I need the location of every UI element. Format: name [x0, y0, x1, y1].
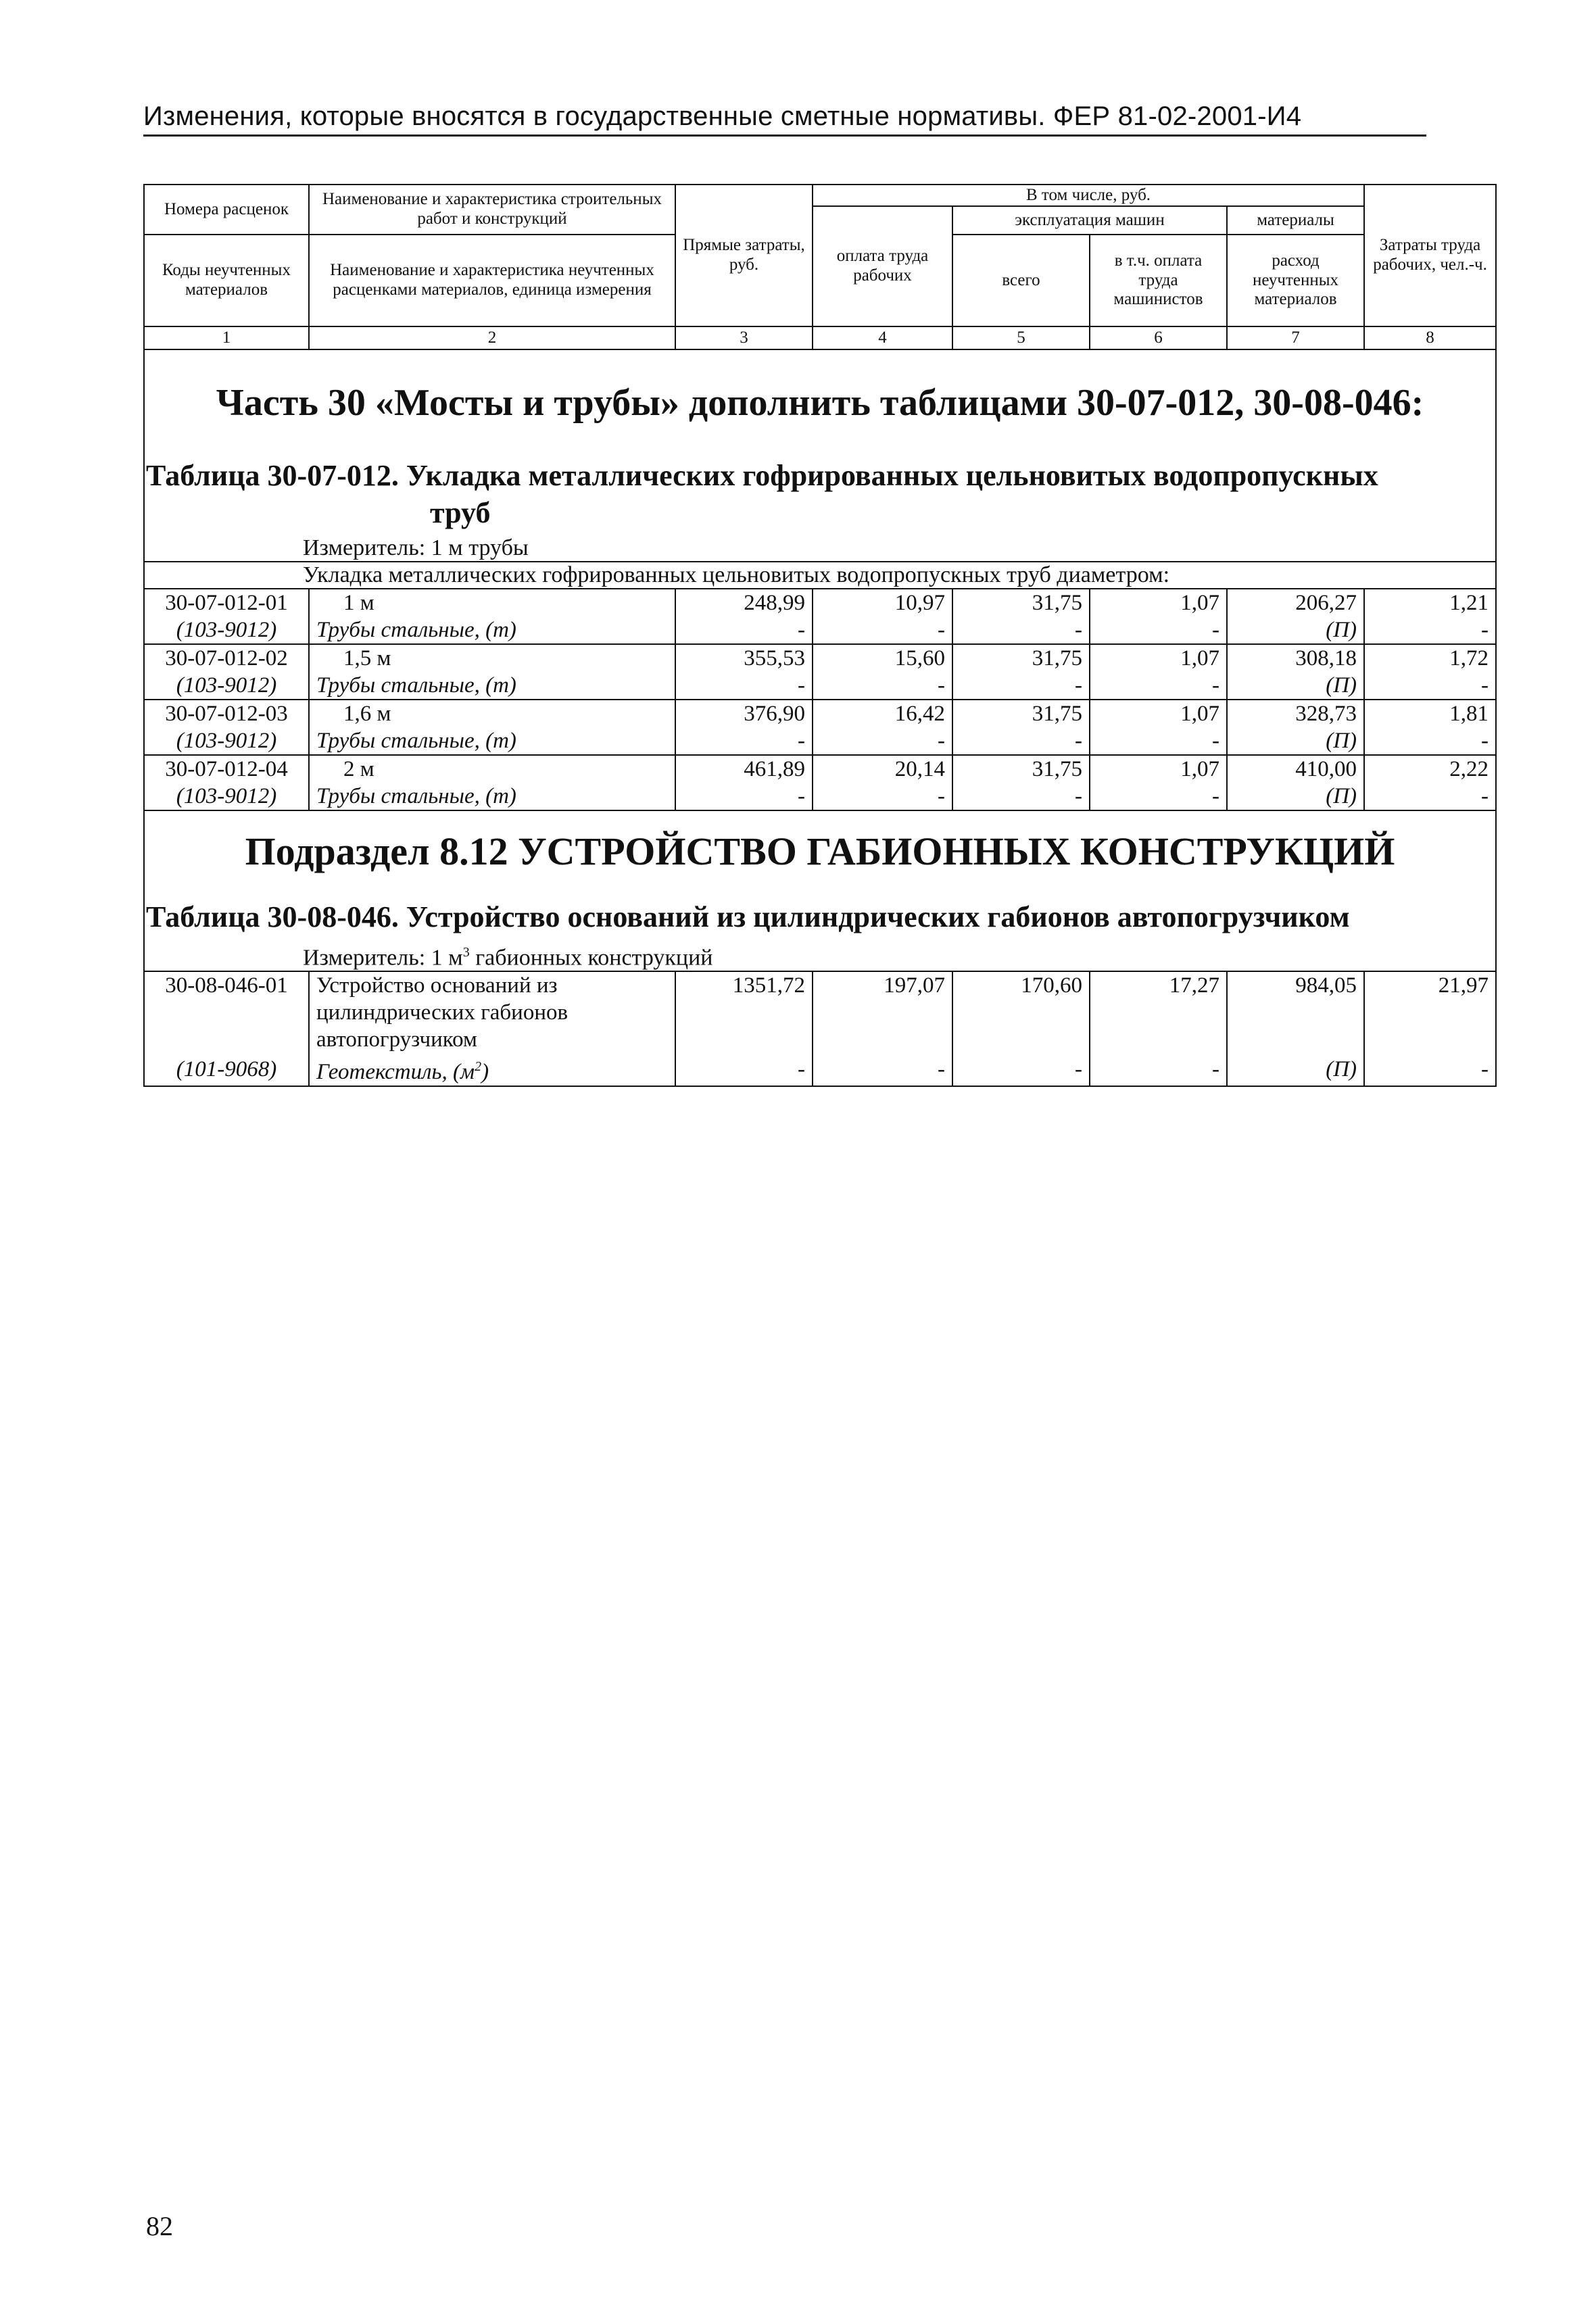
measure-text: Измеритель: 1 м [303, 945, 463, 971]
table-title-30-08-046: Таблица 30-08-046. Устройство оснований из цилиндрических габионов автопогрузчиком [144, 898, 1496, 935]
table-row [144, 616, 1496, 644]
table-title-line1: Таблица 30-07-012. Укладка металлических гофрированных цельновитых водопропускных [146, 459, 1378, 492]
dash: - [1090, 672, 1227, 700]
rate-code: 30-07-012-01 [144, 589, 309, 616]
direct-costs: 376,90 [675, 700, 813, 727]
rate-code: 30-07-012-03 [144, 700, 309, 727]
materials-cost: 984,05 [1227, 971, 1364, 1053]
measure-superscript: 3 [462, 945, 470, 960]
measure-unit: Измеритель: 1 м трубы [144, 531, 1496, 562]
col-number: 7 [1227, 326, 1364, 349]
machines-total: 31,75 [952, 700, 1090, 727]
work-name: 1,5 м [309, 644, 675, 672]
labor-hours: 2,22 [1364, 755, 1496, 783]
labor-hours: 1,72 [1364, 644, 1496, 672]
dash: - [952, 727, 1090, 755]
material-flag: (П) [1227, 672, 1364, 700]
norms-table [143, 184, 1497, 1087]
labor-hours: 21,97 [1364, 971, 1496, 1053]
work-name [309, 971, 675, 1053]
col-header-materials: материалы [1227, 206, 1364, 235]
col-header-labor-hours: Затраты труда рабочих, чел.-ч. [1364, 185, 1496, 326]
material-name [309, 1053, 675, 1086]
group-label: Укладка металлических гофрированных цельновитых водопропускных труб диаметром: [144, 562, 1496, 589]
col-header-worker-pay: оплата труда рабочих [813, 206, 952, 326]
col-header-machines-total: всего [952, 235, 1090, 326]
col-header-work-name: Наименование и характеристика строительных работ и конструкций [309, 185, 675, 235]
col-number: 1 [144, 326, 309, 349]
table-row [144, 727, 1496, 755]
work-name-line: Устройство оснований из [316, 973, 558, 998]
col-header-operator-pay: в т.ч. оплата труда машинистов [1090, 235, 1227, 326]
dash: - [1364, 672, 1496, 700]
materials-cost: 206,27 [1227, 589, 1364, 616]
labor-hours: 1,21 [1364, 589, 1496, 616]
dash: - [675, 1053, 813, 1086]
dash: - [1364, 727, 1496, 755]
worker-pay: 197,07 [813, 971, 952, 1053]
operator-pay: 1,07 [1090, 755, 1227, 783]
part-title: Часть 30 «Мосты и трубы» дополнить таблицами 30-07-012, 30-08-046: [144, 349, 1496, 457]
material-code: (103-9012) [144, 616, 309, 644]
col-header-direct-costs: Прямые затраты, руб. [675, 185, 813, 326]
col-header-material-consumption: расход неучтенных материалов [1227, 235, 1364, 326]
rate-code: 30-07-012-02 [144, 644, 309, 672]
measure-unit [144, 935, 1496, 971]
dash: - [952, 672, 1090, 700]
operator-pay: 1,07 [1090, 644, 1227, 672]
worker-pay: 20,14 [813, 755, 952, 783]
measure-text-end: габионных конструкций [469, 945, 713, 971]
worker-pay: 16,42 [813, 700, 952, 727]
table-row [144, 589, 1496, 616]
table-row [144, 672, 1496, 700]
machines-total: 31,75 [952, 644, 1090, 672]
material-code: (103-9012) [144, 783, 309, 810]
dash: - [813, 1053, 952, 1086]
col-number: 5 [952, 326, 1090, 349]
material-code: (101-9068) [144, 1053, 309, 1086]
dash: - [1090, 783, 1227, 810]
dash: - [675, 727, 813, 755]
dash: - [1364, 616, 1496, 644]
dash: - [1090, 1053, 1227, 1086]
work-name: 2 м [309, 755, 675, 783]
dash: - [952, 616, 1090, 644]
dash: - [1090, 616, 1227, 644]
material-code: (103-9012) [144, 672, 309, 700]
materials-cost: 328,73 [1227, 700, 1364, 727]
dash: - [675, 783, 813, 810]
dash: - [813, 783, 952, 810]
col-header-material-names: Наименование и характеристика неучтенных расценками материалов, единица измерения [309, 235, 675, 326]
direct-costs: 248,99 [675, 589, 813, 616]
table-row [144, 783, 1496, 810]
worker-pay: 10,97 [813, 589, 952, 616]
table-row [144, 700, 1496, 727]
subsection-title: Подраздел 8.12 УСТРОЙСТВО ГАБИОННЫХ КОНСТРУКЦИЙ [144, 810, 1496, 898]
material-flag: (П) [1227, 727, 1364, 755]
table-row [144, 755, 1496, 783]
dash: - [813, 616, 952, 644]
col-number: 6 [1090, 326, 1227, 349]
operator-pay: 1,07 [1090, 589, 1227, 616]
dash: - [813, 727, 952, 755]
direct-costs: 461,89 [675, 755, 813, 783]
materials-cost: 308,18 [1227, 644, 1364, 672]
materials-cost: 410,00 [1227, 755, 1364, 783]
material-flag: (П) [1227, 783, 1364, 810]
material-flag: (П) [1227, 1053, 1364, 1086]
rate-code: 30-07-012-04 [144, 755, 309, 783]
table-row [144, 971, 1496, 1053]
dash: - [1364, 1053, 1496, 1086]
table-row [144, 1053, 1496, 1086]
direct-costs: 1351,72 [675, 971, 813, 1053]
page-number: 82 [146, 2211, 173, 2241]
work-name-line: цилиндрических габионов [316, 1000, 569, 1025]
worker-pay: 15,60 [813, 644, 952, 672]
operator-pay: 17,27 [1090, 971, 1227, 1053]
material-name: Трубы стальные, (т) [309, 783, 675, 810]
dash: - [1364, 783, 1496, 810]
material-code: (103-9012) [144, 727, 309, 755]
table-title-line2: труб [430, 496, 491, 529]
work-name-line: автопогрузчиком [316, 1027, 477, 1052]
dash: - [952, 1053, 1090, 1086]
machines-total: 31,75 [952, 589, 1090, 616]
col-header-material-codes: Коды неучтенных материалов [144, 235, 309, 326]
rate-code: 30-08-046-01 [144, 971, 309, 1053]
dash: - [675, 672, 813, 700]
material-name-text: Геотекстиль, (м [316, 1060, 475, 1085]
col-number: 4 [813, 326, 952, 349]
col-header-including: В том числе, руб. [813, 185, 1364, 206]
dash: - [952, 783, 1090, 810]
norms-table-frame [143, 184, 1495, 1087]
labor-hours: 1,81 [1364, 700, 1496, 727]
material-name: Трубы стальные, (т) [309, 727, 675, 755]
machines-total: 31,75 [952, 755, 1090, 783]
table-row [144, 644, 1496, 672]
work-name: 1 м [309, 589, 675, 616]
material-name: Трубы стальные, (т) [309, 616, 675, 644]
dash: - [675, 616, 813, 644]
col-header-rate-numbers: Номера расценок [144, 185, 309, 235]
col-number: 8 [1364, 326, 1496, 349]
material-name: Трубы стальные, (т) [309, 672, 675, 700]
direct-costs: 355,53 [675, 644, 813, 672]
dash: - [813, 672, 952, 700]
material-name-superscript: 2 [475, 1059, 482, 1075]
material-flag: (П) [1227, 616, 1364, 644]
table-title-30-07-012 [144, 457, 1496, 531]
page-header: Изменения, которые вносятся в государственные сметные нормативы. ФЕР 81-02-2001-И4 [143, 101, 1426, 137]
col-number: 2 [309, 326, 675, 349]
col-header-machines: эксплуатация машин [952, 206, 1227, 235]
machines-total: 170,60 [952, 971, 1090, 1053]
work-name: 1,6 м [309, 700, 675, 727]
operator-pay: 1,07 [1090, 700, 1227, 727]
col-number: 3 [675, 326, 813, 349]
material-name-close: ) [481, 1060, 489, 1085]
dash: - [1090, 727, 1227, 755]
